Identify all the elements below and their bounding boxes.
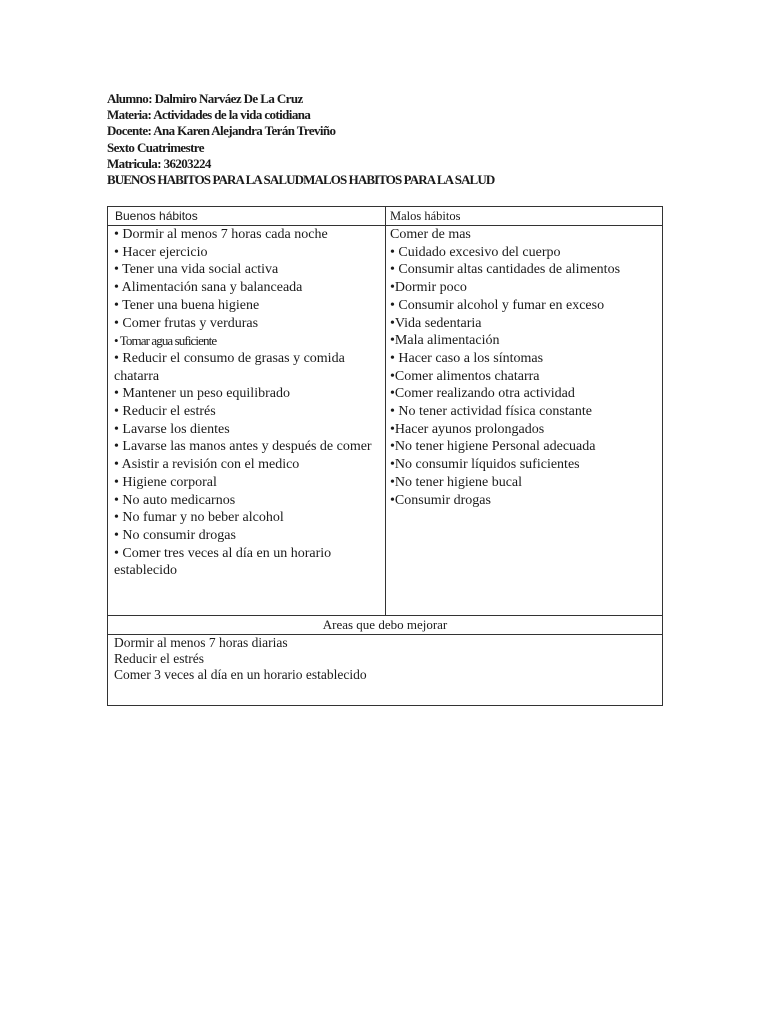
list-item: • No auto medicarnos (114, 492, 236, 508)
list-item: • Reducir el consumo de grasas y comida chatarra (114, 350, 345, 384)
term-label: Sexto Cuatrimestre (107, 139, 204, 155)
improve-header: Areas que debo mejorar (108, 616, 663, 635)
bad-habits-list (390, 226, 660, 509)
improve-item: Dormir al menos 7 horas diarias (114, 635, 288, 650)
list-item: •Dormir poco (390, 280, 467, 296)
list-item: • Comer frutas y verduras (114, 315, 259, 331)
habits-table (107, 206, 663, 706)
list-item: • No tener actividad física constante (390, 404, 592, 420)
list-item: • Dormir al menos 7 horas cada noche (114, 227, 328, 242)
document-title: BUENOS HABITOS PARA LA SALUDMALOS HABITOS PARA LA SALUD (107, 172, 495, 188)
list-item: •Mala alimentación (390, 333, 500, 349)
list-item: Comer de mas (390, 227, 471, 242)
improve-row (108, 635, 663, 706)
list-item: • Higiene corporal (114, 474, 217, 490)
list-item: •No tener higiene bucal (390, 474, 523, 490)
improve-item: Reducir el estrés (114, 651, 204, 667)
improve-header-row (108, 616, 663, 635)
good-habits-header: Buenos hábitos (108, 207, 386, 226)
list-item: •Consumir drogas (390, 492, 491, 508)
list-item: • Lavarse los dientes (114, 421, 230, 437)
list-item: • Asistir a revisión con el medico (114, 457, 300, 473)
list-item: • No fumar y no beber alcohol (114, 510, 284, 526)
list-item: • Cuidado excesivo del cuerpo (390, 244, 561, 260)
list-item: • Consumir altas cantidades de alimentos (390, 262, 621, 278)
list-item: •Comer alimentos chatarra (390, 368, 540, 384)
list-item: • Lavarse las manos antes y después de comer (114, 439, 372, 455)
bad-habits-cell (386, 226, 663, 616)
list-item: • Hacer caso a los síntomas (390, 350, 544, 366)
good-habits-list (114, 226, 381, 580)
list-item: • Consumir alcohol y fumar en exceso (390, 297, 605, 313)
good-habits-cell (108, 226, 386, 616)
list-item: •Comer realizando otra actividad (390, 386, 575, 402)
student-name: Alumno: Dalmiro Narváez De La Cruz (107, 91, 303, 106)
table-header-row (108, 207, 663, 226)
list-item: • Tomar agua suficiente (114, 333, 217, 349)
list-item: • Hacer ejercicio (114, 244, 208, 260)
subject-name: Materia: Actividades de la vida cotidiana (107, 107, 311, 123)
document-header (107, 91, 667, 188)
enrollment-number: Matricula: 36203224 (107, 155, 211, 171)
bad-habits-header: Malos hábitos (386, 207, 663, 226)
list-item: • No consumir drogas (114, 527, 236, 543)
list-item: • Alimentación sana y balanceada (114, 280, 303, 296)
list-item: • Mantener un peso equilibrado (114, 386, 290, 402)
table-list-row (108, 226, 663, 616)
list-item: • Comer tres veces al día en un horario establecido (114, 545, 332, 579)
improve-item: Comer 3 veces al día en un horario establecido (114, 667, 367, 683)
list-item: •No consumir líquidos suficientes (390, 457, 580, 473)
teacher-name: Docente: Ana Karen Alejandra Terán Treviño (107, 123, 336, 139)
list-item: •Vida sedentaria (390, 315, 482, 331)
list-item: • Tener una buena higiene (114, 297, 260, 313)
improve-cell (108, 635, 663, 706)
list-item: • Tener una vida social activa (114, 262, 279, 278)
list-item: •Hacer ayunos prolongados (390, 421, 545, 437)
list-item: • Reducir el estrés (114, 404, 216, 420)
list-item: •No tener higiene Personal adecuada (390, 439, 596, 455)
